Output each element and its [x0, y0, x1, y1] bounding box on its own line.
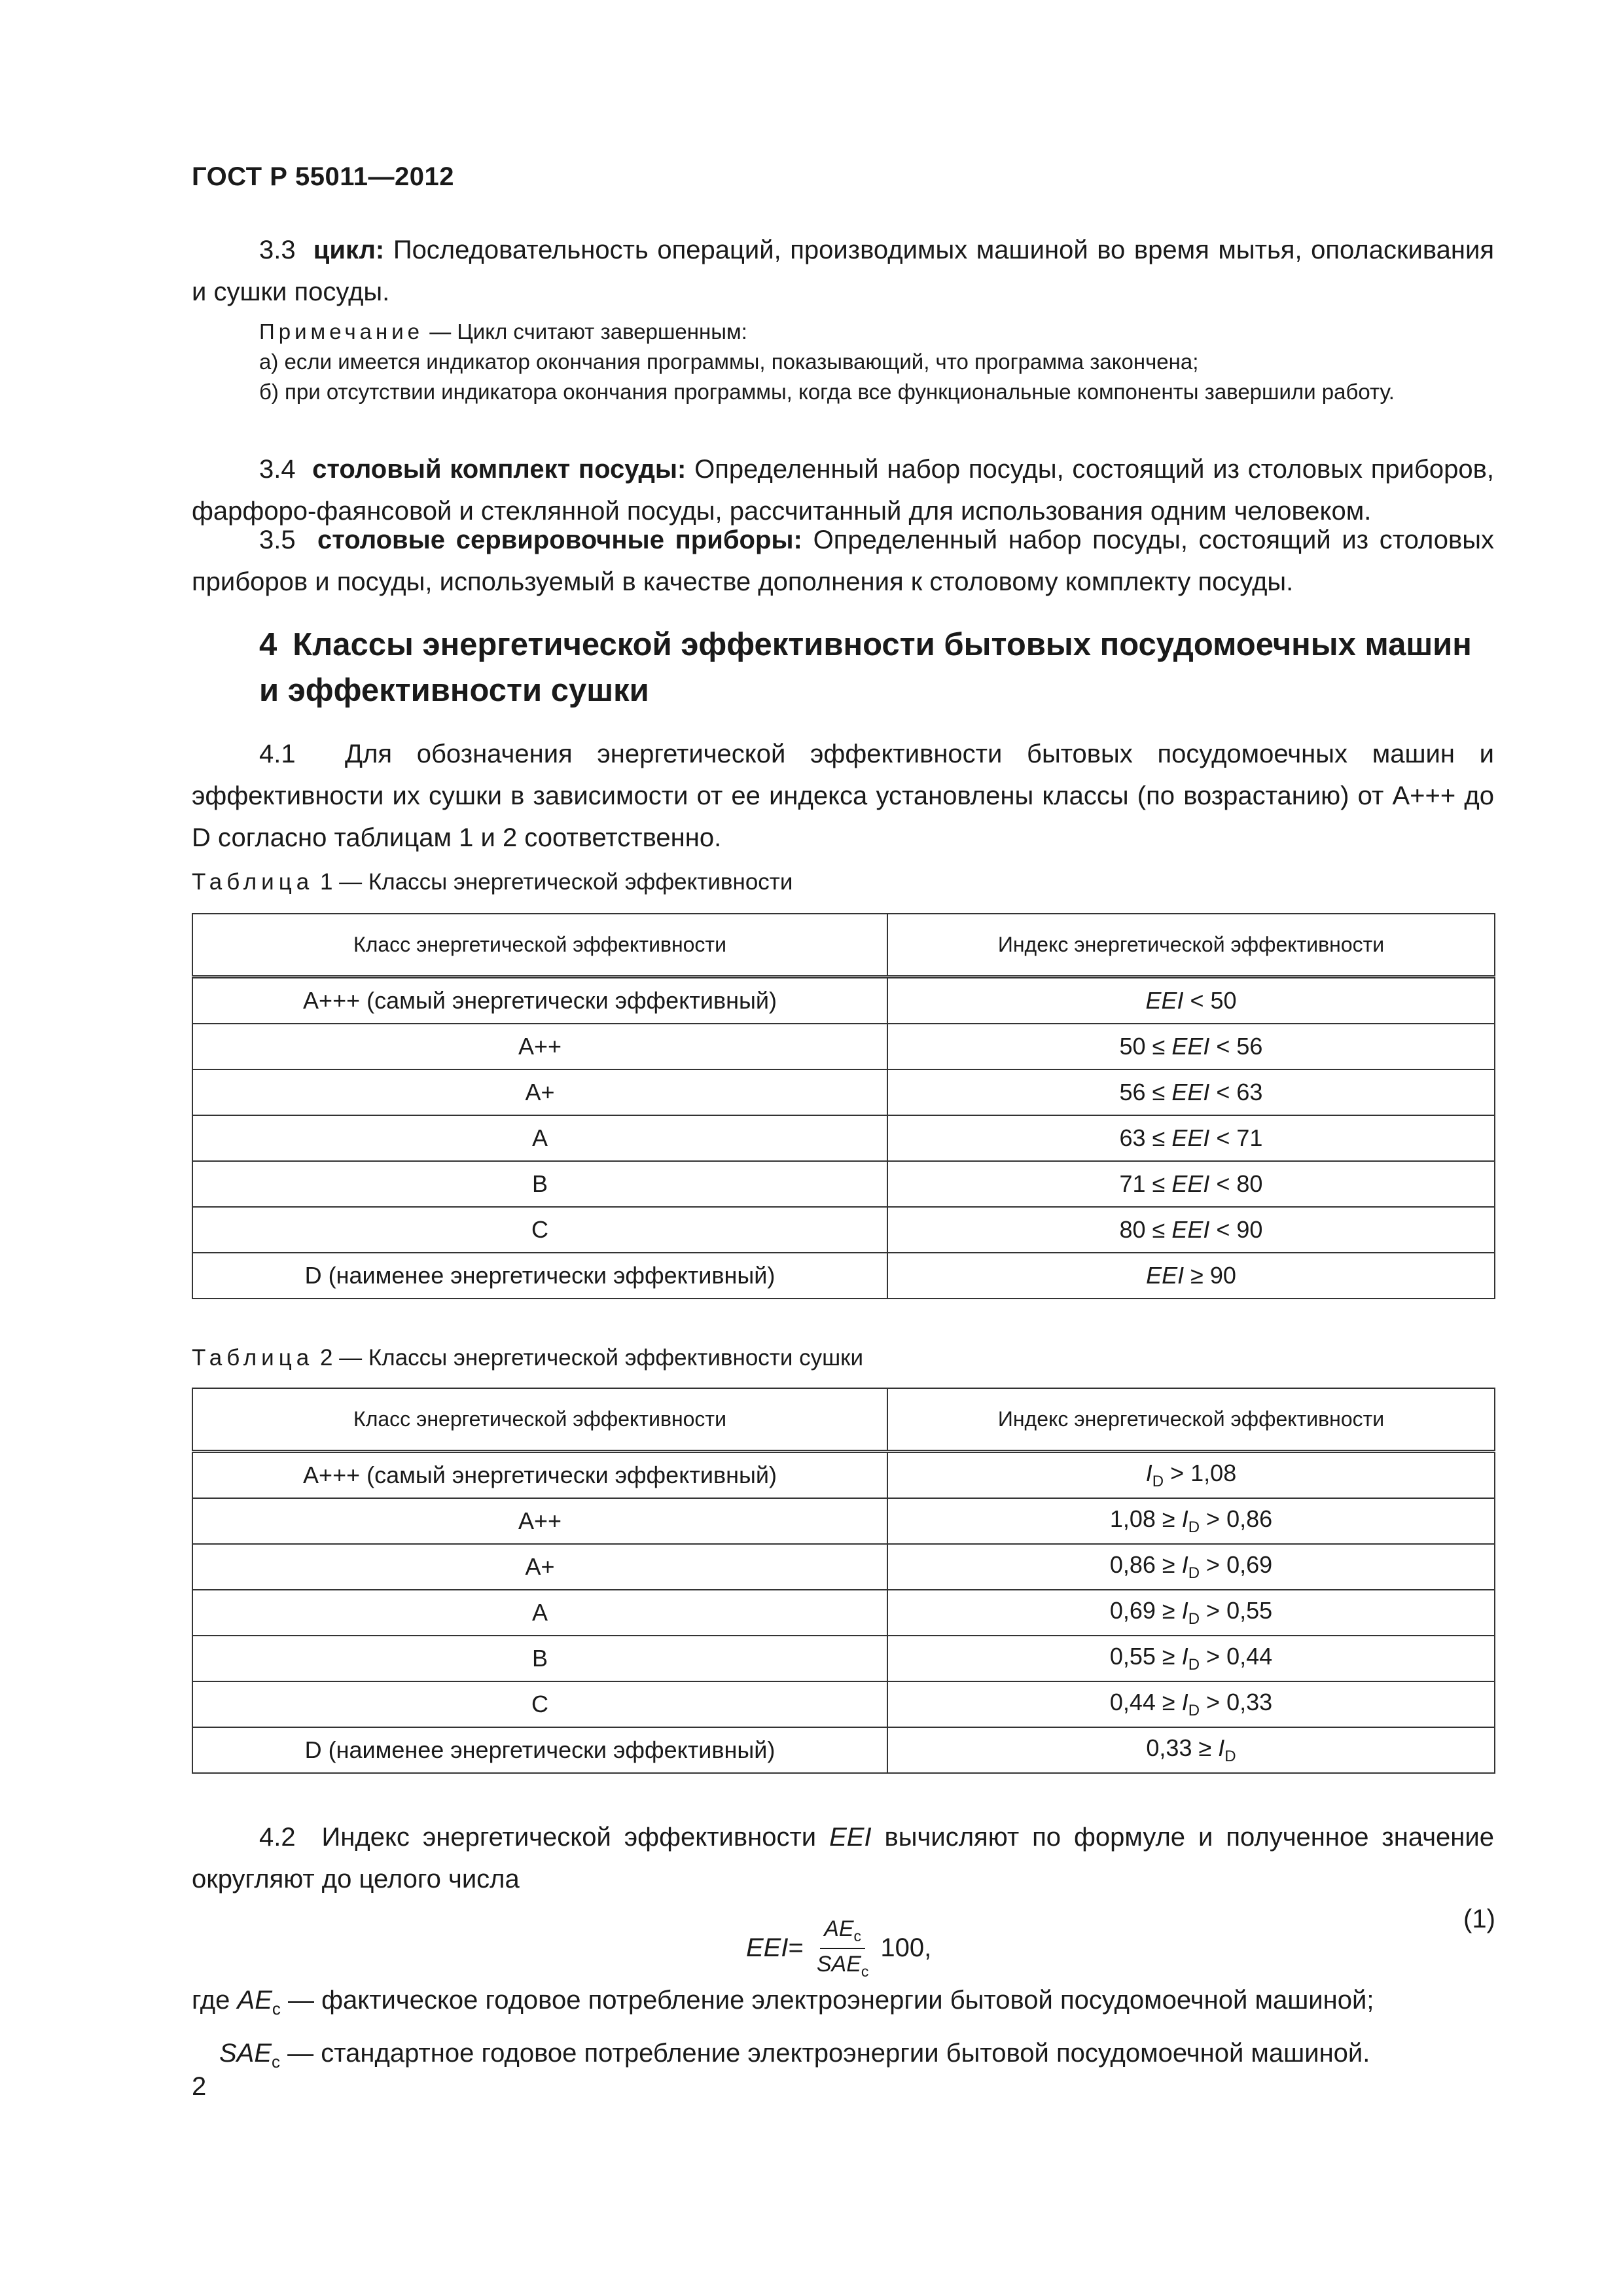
- index-cell: [887, 1727, 1495, 1773]
- index-symbol: EEI: [1171, 1216, 1210, 1243]
- index-cell: [887, 1452, 1495, 1499]
- table2-caption: [192, 1345, 863, 1371]
- clause-3-5: [192, 519, 1494, 603]
- column-header: Класс энергетической эффективности: [192, 914, 887, 977]
- index-symbol: EEI: [1171, 1170, 1210, 1197]
- index-bound-suffix: < 50: [1183, 987, 1237, 1014]
- class-cell: В: [192, 1636, 887, 1681]
- term: цикл:: [313, 236, 385, 264]
- index-subscript: D: [1224, 1748, 1236, 1765]
- index-bound-suffix: < 56: [1209, 1033, 1263, 1060]
- definition-text: Определенный набор посуды, состоящий из столовых приборов и посуды, используемый в качестве дополнения к столовому комплекту посуды.: [192, 526, 1494, 596]
- term: столовые сервировочные приборы:: [317, 526, 802, 554]
- index-cell: [887, 1069, 1495, 1115]
- section-title-text: Классы энергетической эффективности бытовых посудомоечных машин и эффективности сушки: [259, 627, 1472, 708]
- legend-row-ae: где $AE_с$ — фактическое годовое потребление электроэнергии бытовой посудомоечной машиной;: [192, 1986, 1374, 2018]
- index-cell: [887, 1636, 1495, 1681]
- index-symbol: EEI: [1145, 987, 1184, 1014]
- clause-number: 4.2: [259, 1823, 296, 1852]
- table-row: [192, 1115, 1495, 1161]
- index-bound-suffix: < 80: [1209, 1170, 1263, 1197]
- clause-4-2: [192, 1816, 1494, 1900]
- clause-number: 3.3: [259, 236, 296, 264]
- index-bound-prefix: 0,44 ≥: [1109, 1689, 1182, 1715]
- index-subscript: D: [1188, 1656, 1200, 1674]
- column-header: Класс энергетической эффективности: [192, 1388, 887, 1452]
- note-intro: — Цикл считают завершенным:: [429, 319, 747, 344]
- legend-text: — стандартное годовое потребление электроэнергии бытовой посудомоечной машиной.: [280, 2039, 1370, 2068]
- table-row: [192, 1727, 1495, 1773]
- caption-label: Таблица: [192, 1345, 314, 1371]
- index-bound-suffix: > 1,08: [1164, 1460, 1237, 1486]
- note-item-b: б) при отсутствии индикатора окончания программы, когда все функциональные компоненты завершили работу.: [259, 380, 1395, 404]
- class-cell: А+++ (самый энергетически эффективный): [192, 977, 887, 1024]
- table-row: [192, 1161, 1495, 1207]
- note-block: [192, 317, 1494, 407]
- fraction-numerator: $AE_c$: [820, 1916, 865, 1949]
- index-bound-suffix: > 0,86: [1200, 1505, 1273, 1532]
- page-number: 2: [192, 2072, 207, 2101]
- legend-row-sae: $SAE_с$ — стандартное годовое потребление электроэнергии бытовой посудомоечной машиной.: [219, 2039, 1370, 2072]
- formula-fraction: [813, 1916, 873, 1981]
- class-cell: А++: [192, 1498, 887, 1544]
- class-cell: А+: [192, 1069, 887, 1115]
- index-cell: [887, 1207, 1495, 1253]
- index-cell: [887, 1498, 1495, 1544]
- index-symbol: I: [1181, 1551, 1188, 1578]
- index-symbol: I: [1145, 1460, 1152, 1486]
- table-row: [192, 1636, 1495, 1681]
- clause-text-a: Индекс энергетической эффективности: [321, 1823, 817, 1852]
- index-bound-prefix: 0,86 ≥: [1109, 1551, 1182, 1578]
- note-label: Примечание: [259, 319, 424, 344]
- index-symbol: I: [1181, 1505, 1188, 1532]
- table-row: [192, 1681, 1495, 1727]
- definition-text: Последовательность операций, производимых машиной во время мытья, ополаскивания и сушки посуды.: [192, 236, 1494, 306]
- index-symbol: EEI: [1146, 1262, 1185, 1289]
- caption-title: — Классы энергетической эффективности сушки: [339, 1345, 864, 1371]
- index-symbol: I: [1181, 1689, 1188, 1715]
- formula-factor: 100,: [880, 1933, 932, 1963]
- table-row: [192, 1544, 1495, 1590]
- index-bound-suffix: < 90: [1209, 1216, 1263, 1243]
- index-symbol: EEI: [1171, 1033, 1210, 1060]
- table-header-row: [192, 914, 1495, 977]
- table-row: [192, 1069, 1495, 1115]
- document-header: ГОСТ Р 55011—2012: [192, 162, 454, 191]
- class-cell: А+: [192, 1544, 887, 1590]
- index-subscript: D: [1188, 1702, 1200, 1719]
- index-bound-prefix: 63 ≤: [1119, 1124, 1172, 1151]
- index-cell: [887, 1115, 1495, 1161]
- table-row: [192, 1590, 1495, 1636]
- index-bound-suffix: > 0,55: [1200, 1597, 1273, 1624]
- index-bound-suffix: > 0,44: [1200, 1643, 1273, 1670]
- symbol-ae: AE: [237, 1986, 272, 2015]
- class-cell: А: [192, 1115, 887, 1161]
- table-row: [192, 1253, 1495, 1299]
- definition-text: Определенный набор посуды, состоящий из столовых приборов, фарфоро-фаянсовой и стеклянной посуды, рассчитанный для использования одним человеком.: [192, 455, 1494, 526]
- clause-text-b: вычисляют по формуле и полученное значение округляют до целого числа: [192, 1823, 1494, 1893]
- term: столовый комплект посуды:: [312, 455, 687, 484]
- index-subscript: D: [1188, 1564, 1200, 1582]
- class-cell: В: [192, 1161, 887, 1207]
- index-bound-prefix: 71 ≤: [1119, 1170, 1172, 1197]
- class-cell: D (наименее энергетически эффективный): [192, 1727, 887, 1773]
- formula-equals: =: [788, 1933, 804, 1963]
- formula-number: (1): [1463, 1905, 1495, 1933]
- formula-legend: [192, 1978, 1501, 2084]
- class-cell: А: [192, 1590, 887, 1636]
- index-cell: [887, 1253, 1495, 1299]
- symbol-sae: SAE: [219, 2039, 272, 2068]
- drying-efficiency-table: [192, 1388, 1495, 1774]
- symbol-eei: EEI: [829, 1823, 872, 1852]
- clause-number: 4.1: [259, 740, 296, 768]
- formula-lhs: EEI: [746, 1933, 789, 1963]
- index-subscript: D: [1188, 1610, 1200, 1628]
- fraction-denominator: $SAE_c$: [816, 1951, 869, 1980]
- index-bound-prefix: 56 ≤: [1119, 1079, 1172, 1105]
- energy-efficiency-table: [192, 913, 1495, 1299]
- clause-number: 3.5: [259, 526, 296, 554]
- index-cell: [887, 1590, 1495, 1636]
- column-header: Индекс энергетической эффективности: [887, 914, 1495, 977]
- caption-label: Таблица: [192, 869, 314, 895]
- index-cell: [887, 977, 1495, 1024]
- caption-number: 2: [319, 1345, 333, 1371]
- index-bound-prefix: 0,33 ≥: [1146, 1734, 1219, 1761]
- index-bound-prefix: 50 ≤: [1119, 1033, 1172, 1060]
- table-header-row: [192, 1388, 1495, 1452]
- index-subscript: D: [1188, 1518, 1200, 1536]
- table1-caption: [192, 869, 793, 895]
- class-cell: D (наименее энергетически эффективный): [192, 1253, 887, 1299]
- index-bound-suffix: > 0,69: [1200, 1551, 1273, 1578]
- index-bound-prefix: 0,55 ≥: [1109, 1643, 1182, 1670]
- column-header: Индекс энергетической эффективности: [887, 1388, 1495, 1452]
- table-row: [192, 1452, 1495, 1499]
- index-cell: [887, 1161, 1495, 1207]
- index-subscript: D: [1152, 1473, 1164, 1490]
- caption-title: — Классы энергетической эффективности: [339, 869, 793, 895]
- clause-text: Для обозначения энергетической эффективности бытовых посудомоечных машин и эффективности их сушки в зависимости от ее индекса установлены классы (по возрастанию) от А+++ до D согласно таблицам 1 и 2 соответственно.: [192, 740, 1494, 852]
- table-row: [192, 1498, 1495, 1544]
- index-symbol: EEI: [1171, 1124, 1210, 1151]
- index-cell: [887, 1681, 1495, 1727]
- index-bound-prefix: 1,08 ≥: [1109, 1505, 1182, 1532]
- section-number: 4: [259, 627, 277, 662]
- index-cell: [887, 1024, 1495, 1069]
- table-row: [192, 977, 1495, 1024]
- index-bound-suffix: < 63: [1209, 1079, 1263, 1105]
- class-cell: С: [192, 1681, 887, 1727]
- clause-3-3: [192, 229, 1494, 313]
- index-symbol: I: [1181, 1643, 1188, 1670]
- index-bound-prefix: 80 ≤: [1119, 1216, 1172, 1243]
- class-cell: А++: [192, 1024, 887, 1069]
- index-bound-suffix: ≥ 90: [1184, 1262, 1236, 1289]
- index-symbol: I: [1218, 1734, 1225, 1761]
- index-symbol: I: [1181, 1597, 1188, 1624]
- note-item-a: а) если имеется индикатор окончания программы, показывающий, что программа закончена;: [259, 350, 1199, 374]
- caption-number: 1: [319, 869, 333, 895]
- index-bound-suffix: < 71: [1209, 1124, 1263, 1151]
- table-row: [192, 1207, 1495, 1253]
- class-cell: С: [192, 1207, 887, 1253]
- index-bound-prefix: 0,69 ≥: [1109, 1597, 1182, 1624]
- class-cell: А+++ (самый энергетически эффективный): [192, 1452, 887, 1499]
- legend-text: — фактическое годовое потребление электроэнергии бытовой посудомоечной машиной;: [280, 1986, 1374, 2015]
- clause-number: 3.4: [259, 455, 296, 484]
- index-cell: [887, 1544, 1495, 1590]
- index-bound-suffix: > 0,33: [1200, 1689, 1273, 1715]
- legend-lead: где: [192, 1986, 230, 2015]
- section-heading: [259, 622, 1496, 713]
- formula-1: [746, 1916, 931, 1981]
- table-row: [192, 1024, 1495, 1069]
- index-symbol: EEI: [1171, 1079, 1210, 1105]
- clause-4-1: [192, 733, 1494, 859]
